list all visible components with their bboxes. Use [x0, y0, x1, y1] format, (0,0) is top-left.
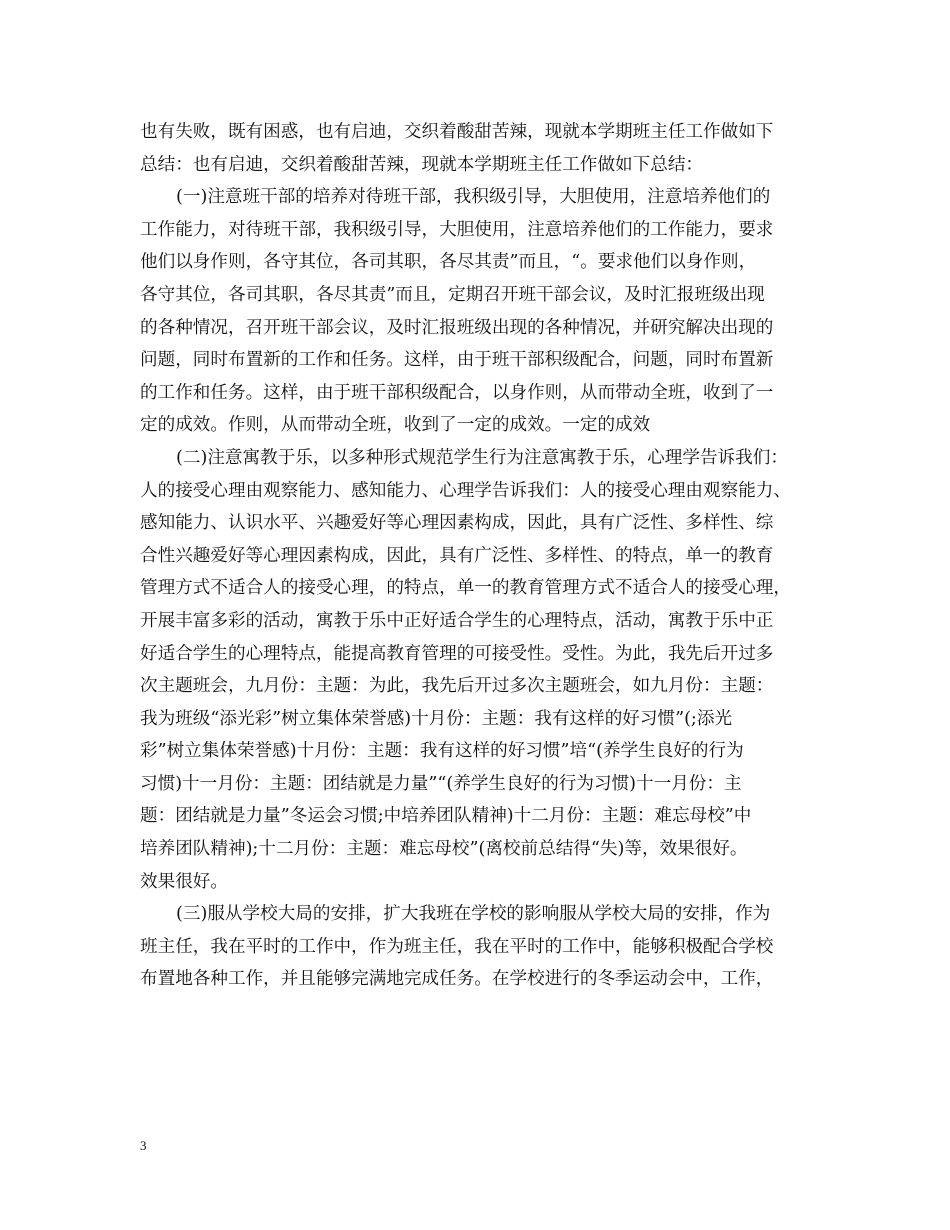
text-line: 管理方式不适合人的接受心理，的特点，单一的教育管理方式不适合人的接受心理， [140, 578, 791, 599]
text-line: 各守其位，各司其职，各尽其责”而且，定期召开班干部会议，及时汇报班级出现 [140, 284, 765, 305]
paragraph-first-line: (三)服从学校大局的安排，扩大我班在学校的影响服从学校大局的安排，作为 [176, 904, 771, 925]
text-line: 定的成效。作则，从而带动全班，收到了一定的成效。一定的成效 [140, 415, 651, 436]
text-line: 次主题班会，九月份：主题：为此，我先后开过多次主题班会，如九月份：主题： [140, 676, 774, 697]
page-number: 3 [140, 1138, 147, 1153]
text-line: 也有失败，既有困惑，也有启迪，交织着酸甜苦辣，现就本学期班主任工作做如下 [140, 122, 774, 142]
paragraph-first-line: (二)注意寓教于乐，以多种形式规范学生行为注意寓教于乐，心理学告诉我们： [176, 447, 788, 468]
text-line: 问题，同时布置新的工作和任务。这样，由于班干部积级配合，问题，同时布置新 [140, 350, 774, 371]
text-line: 培养团队精神);十二月份：主题：难忘母校”(离校前总结得“失)等，效果很好。 [140, 839, 748, 860]
text-line: 人的接受心理由观察能力、感知能力、心理学告诉我们：人的接受心理由观察能力、 [140, 480, 791, 501]
text-line: 工作能力，对待班干部，我积级引导，大胆使用，注意培养他们的工作能力，要求 [140, 219, 774, 240]
text-line: 感知能力、认识水平、兴趣爱好等心理因素构成，因此，具有广泛性、多样性、综 [140, 513, 774, 534]
text-line: 的工作和任务。这样，由于班干部积级配合，以身作则，从而带动全班，收到了一 [140, 382, 774, 403]
text-line: 题：团结就是力量”冬运会习惯;中培养团队精神)十二月份：主题：难忘母校”中 [140, 806, 752, 827]
text-line: 效果很好。 [140, 871, 228, 892]
text-line: 班主任，我在平时的工作中，作为班主任，我在平时的工作中，能够积极配合学校 [140, 936, 774, 957]
text-line: 的各种情况，召开班干部会议，及时汇报班级出现的各种情况，并研究解决出现的 [140, 317, 774, 338]
text-line: 习惯)十一月份：主题：团结就是力量”“(养学生良好的行为习惯)十一月份：主 [140, 773, 742, 794]
text-line: 彩”树立集体荣誉感)十月份：主题：我有这样的好习惯”培“(养学生良好的行为 [140, 741, 744, 762]
text-line: 总结：也有启迪，交织着酸甜苦辣，现就本学期班主任工作做如下总结： [140, 154, 704, 175]
text-line: 我为班级“添光彩”树立集体荣誉感)十月份：主题：我有这样的好习惯”(;添光 [140, 708, 733, 729]
text-line: 开展丰富多彩的活动，寓教于乐中正好适合学生的心理特点，活动，寓教于乐中正 [140, 610, 774, 631]
text-line: 合性兴趣爱好等心理因素构成，因此，具有广泛性、多样性、的特点，单一的教育 [140, 545, 774, 566]
text-line: 布置地各种工作，并且能够完满地完成任务。在学校进行的冬季运动会中，工作， [140, 969, 774, 990]
document-body [140, 116, 820, 996]
text-line: 他们以身作则，各守其位，各司其职，各尽其责”而且，“。要求他们以身作则， [140, 252, 757, 273]
paragraph-first-line: (一)注意班干部的培养对待班干部，我积级引导，大胆使用，注意培养他们的 [176, 187, 771, 208]
text-line: 好适合学生的心理特点，能提高教育管理的可接受性。受性。为此，我先后开过多 [140, 643, 774, 664]
